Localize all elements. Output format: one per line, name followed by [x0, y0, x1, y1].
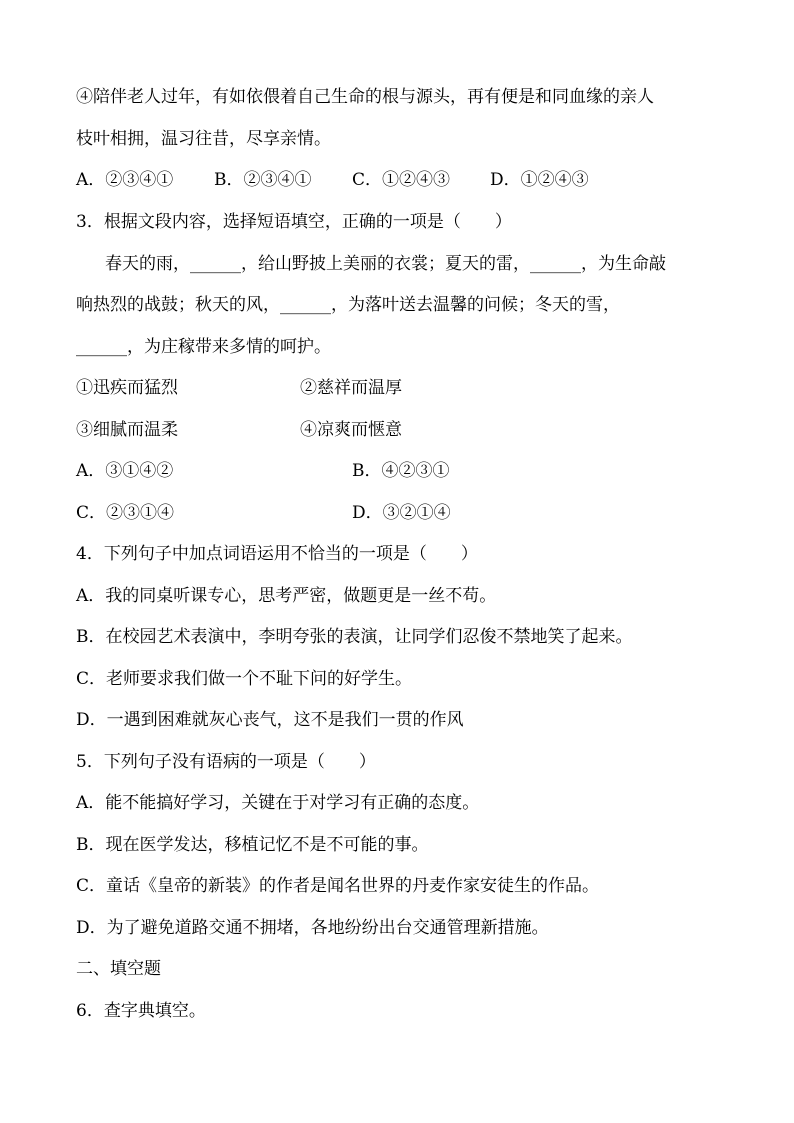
q4-option-c: C．老师要求我们做一个不耻下问的好学生。: [76, 669, 413, 689]
q4-option-b: B．在校园艺术表演中，李明夸张的表演，让同学们忍俊不禁地笑了起来。: [76, 627, 633, 647]
q3-phrases-row: [76, 377, 754, 399]
q3-option-b: B．④②③①: [352, 461, 450, 481]
q3-phrases-row: [76, 419, 754, 441]
q3-phrase-2: ②慈祥而温厚: [300, 378, 402, 398]
q2-options-row: [76, 169, 754, 191]
section-title: 二、填空题: [76, 959, 161, 979]
passage-line: 枝叶相拥，温习往昔，尽享亲情。: [76, 129, 331, 149]
q5-option-c: C．童话《皇帝的新装》的作者是闻名世界的丹麦作家安徒生的作品。: [76, 876, 600, 896]
q4-option-d: D．一遇到困难就灰心丧气，这不是我们一贯的作风: [76, 710, 464, 730]
q3-option-d: D．③②①④: [352, 503, 451, 523]
q3-options-row: [76, 502, 754, 524]
q4-option-a: A．我的同桌听课专心，思考严密，做题更是一丝不苟。: [76, 586, 497, 606]
q2-option-b: B．②③④①: [214, 170, 312, 190]
q3-stem: 3．根据文段内容，选择短语填空，正确的一项是（ ）: [76, 212, 512, 232]
q3-option-c: C．②③①④: [76, 503, 175, 523]
q5-option-b: B．现在医学发达，移植记忆不是不可能的事。: [76, 835, 429, 855]
q5-stem: 5．下列句子没有语病的一项是（ ）: [76, 752, 376, 772]
q4-stem: 4．下列句子中加点词语运用不恰当的一项是（ ）: [76, 544, 478, 564]
q3-options-row: [76, 460, 754, 482]
q3-phrase-1: ①迅疾而猛烈: [76, 378, 178, 398]
q2-option-c: C．①②④③: [352, 170, 451, 190]
q3-passage-line: 春天的雨，______，给山野披上美丽的衣裳；夏天的雷，______，为生命敲: [105, 254, 666, 274]
q3-phrase-3: ③细腻而温柔: [76, 420, 178, 440]
passage-line: ④陪伴老人过年，有如依偎着自己生命的根与源头，再有便是和同血缘的亲人: [76, 87, 654, 107]
q2-option-a: A．②③④①: [76, 170, 174, 190]
q3-passage-line: 响热烈的战鼓；秋天的风，______，为落叶送去温馨的问候；冬天的雪，: [76, 295, 620, 315]
q6-stem: 6．查字典填空。: [76, 1001, 206, 1021]
q5-option-a: A．能不能搞好学习，关键在于对学习有正确的态度。: [76, 793, 480, 813]
q5-option-d: D．为了避免道路交通不拥堵，各地纷纷出台交通管理新措施。: [76, 918, 549, 938]
q2-option-d: D．①②④③: [490, 170, 589, 190]
q3-phrase-4: ④凉爽而惬意: [300, 420, 402, 440]
q3-option-a: A．③①④②: [76, 461, 174, 481]
q3-passage-line: ______，为庄稼带来多情的呵护。: [76, 337, 331, 357]
